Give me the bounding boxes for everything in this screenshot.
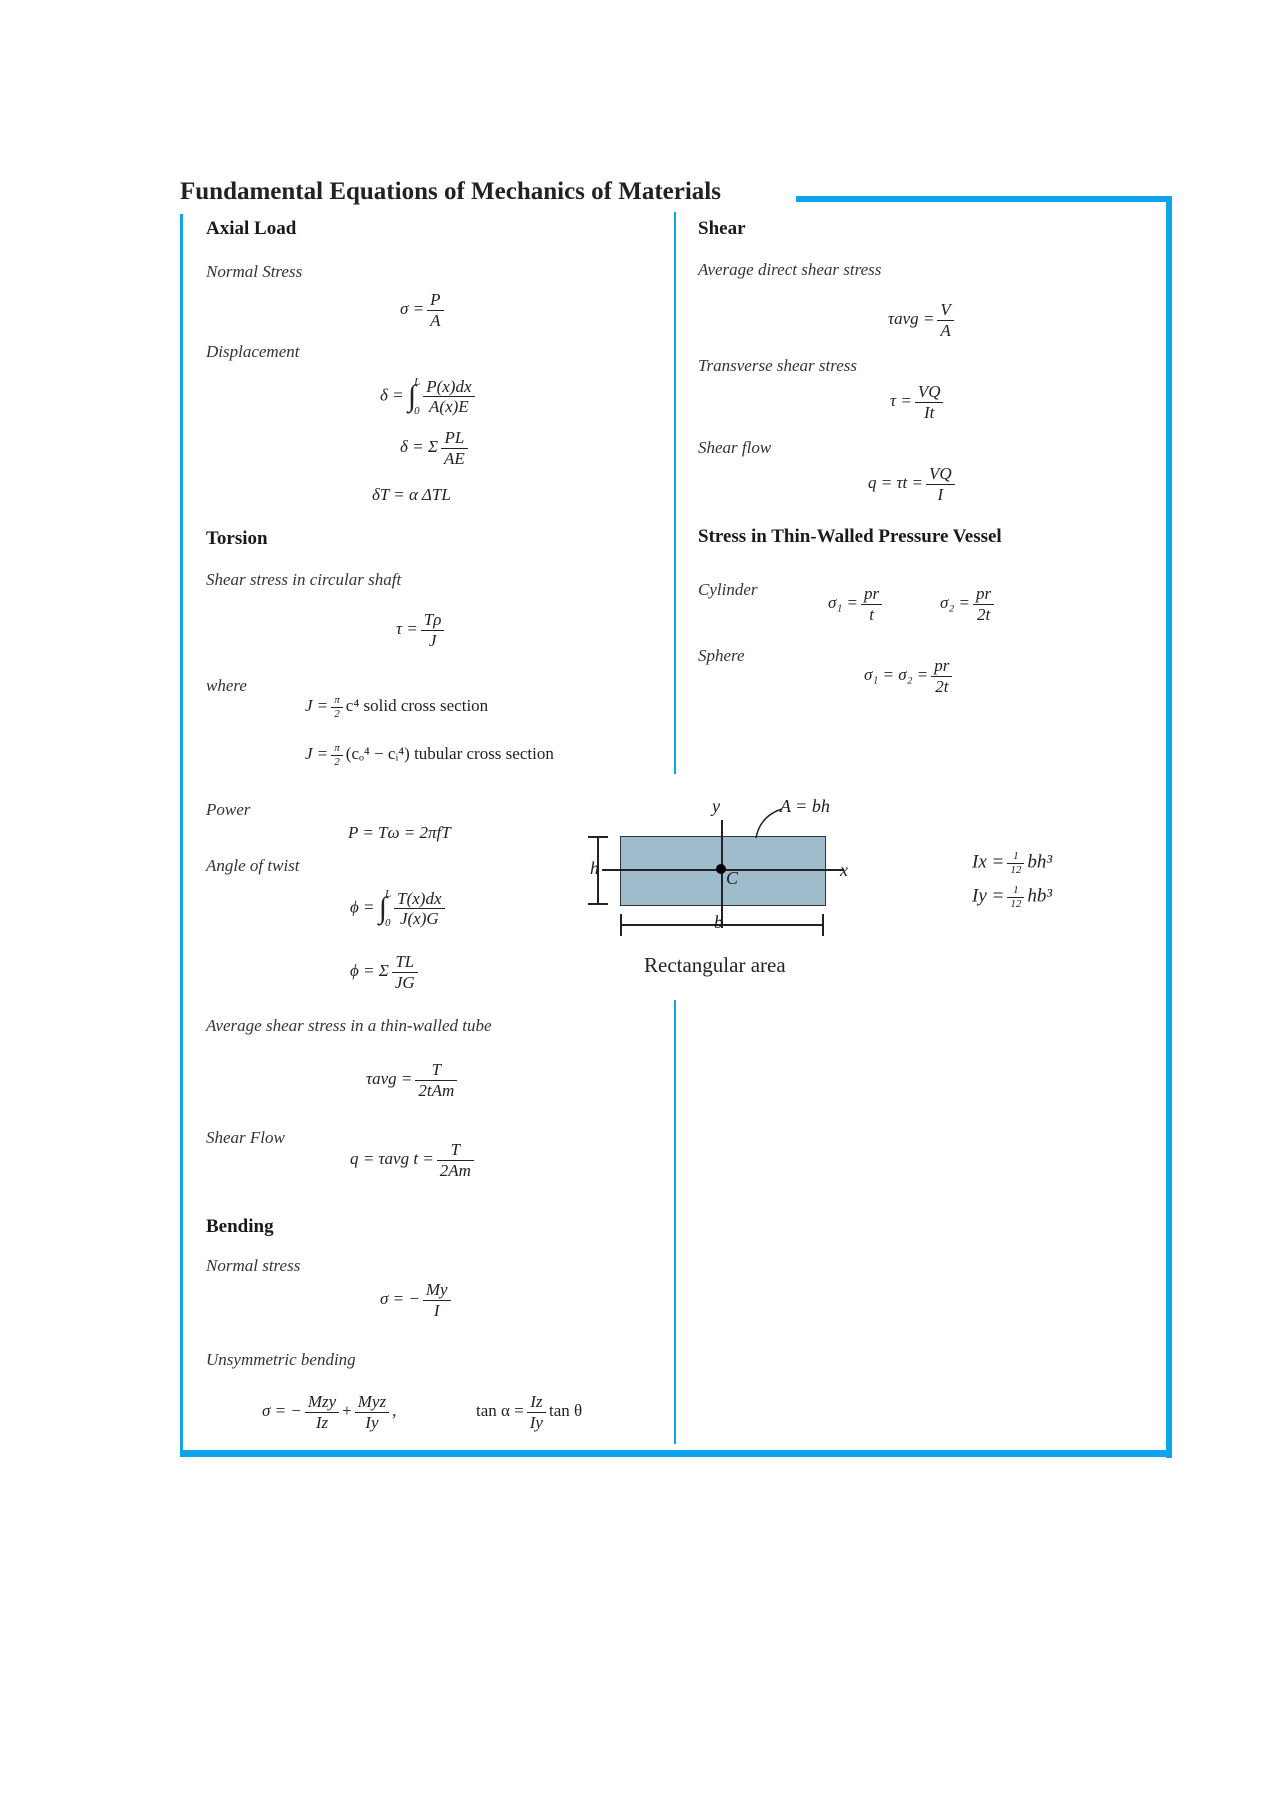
eq-bending-stress: σ = − $\frac{My}{I}$ [380,1280,454,1320]
eq-tau-avg-tube: τavg = $\frac{T}{\text{2tAm}}$ [366,1060,460,1100]
eq-moment-inertia-y: Iy = $\frac{1}{12}$ hb³ [972,884,1053,910]
page-title: Fundamental Equations of Mechanics of Materials [180,178,721,205]
x-axis-label: x [840,860,848,880]
column-divider-lower [674,1000,676,1444]
centroid-point [716,864,726,874]
eq-avg-direct-shear: τavg = $\frac{V}{A}$ [888,300,957,340]
frame-right-border [1166,196,1172,1458]
eq-displacement-integral: δ = ∫ L 0 $\frac{P(x)dx}{A(x)E}$ [380,368,478,425]
height-dimension-tick-top [588,836,608,838]
avg-direct-shear-label: Average direct shear stress [698,260,882,279]
displacement-label: Displacement [206,342,300,361]
eq-cylinder-longitudinal: σ₂ = $\frac{pr}{2t}$ [940,584,997,624]
thin-walled-tube-label: Average shear stress in a thin-walled tube [206,1016,492,1035]
eq-torsion-shear-flow: q = τavg t = $\frac{T}{2Am}$ [350,1140,477,1180]
width-dimension-tick-left [620,914,622,936]
eq-neutral-axis-angle: tan α = $\frac{Iz}{Iy}$ tan θ [476,1392,583,1432]
power-label: Power [206,800,251,819]
eq-J-tubular: J = $\frac{\pi}{2}$ (cₒ⁴ − cᵢ⁴) tubular cross section [305,742,554,768]
eq-J-solid: J = $\frac{\pi}{2}$ c⁴ solid cross section [305,694,489,720]
eq-normal-stress: σ = $\frac{P}{A}$ [400,290,447,330]
width-label: b [714,912,723,932]
height-dimension-tick-bottom [588,903,608,905]
bending-normal-stress-label: Normal stress [206,1256,301,1275]
title-rule [796,196,1172,202]
torsion-heading: Torsion [206,528,268,549]
eq-cylinder-hoop: σ₁ = $\frac{pr}{t}$ [828,584,885,624]
angle-of-twist-label: Angle of twist [206,856,300,875]
bending-heading: Bending [206,1216,274,1237]
cylinder-label: Cylinder [698,580,758,599]
sphere-label: Sphere [698,646,745,665]
eq-thermal: δT = α ΔTL [372,485,451,504]
torsion-shear-flow-label: Shear Flow [206,1128,285,1147]
diagram-caption: Rectangular area [644,953,786,977]
normal-stress-label: Normal Stress [206,262,303,281]
eq-power: P = Tω = 2πfT [348,823,451,842]
y-axis-label: y [712,796,720,816]
shear-heading: Shear [698,218,746,239]
area-label: A = bh [780,796,830,816]
eq-shear-flow: q = τt = $\frac{VQ}{I}$ [868,464,958,504]
frame-bottom-border [180,1450,1172,1457]
transverse-shear-label: Transverse shear stress [698,356,857,375]
shear-flow-label: Shear flow [698,438,772,457]
width-dimension-tick-right [822,914,824,936]
eq-torsion-shear: τ = $\frac{T\rho}{J}$ [396,610,447,650]
height-label: h [590,858,599,878]
eq-unsymmetric-bending: σ = − $\frac{\text{Mzy}}{Iz}$ + $\frac{\text{Myz}}{Iy}$ , [262,1392,397,1432]
eq-twist-sum: ϕ = Σ $\frac{TL}{JG}$ [350,952,421,992]
eq-displacement-sum: δ = Σ $\frac{PL}{AE}$ [400,428,471,468]
where-label: where [206,676,247,695]
unsymmetric-bending-label: Unsymmetric bending [206,1350,356,1369]
frame-left-border [180,214,183,1454]
eq-twist-integral: ϕ = ∫ L 0 $\frac{T(x)dx}{J(x)G}$ [350,880,448,937]
eq-sphere: σ₁ = σ₂ = $\frac{pr}{2t}$ [864,656,955,696]
column-divider [674,212,676,774]
centroid-label: C [726,868,739,888]
axial-load-heading: Axial Load [206,218,297,239]
pressure-vessel-heading: Stress in Thin-Walled Pressure Vessel [698,526,1002,547]
eq-moment-inertia-x: Ix = $\frac{1}{12}$ bh³ [972,850,1053,876]
shear-stress-shaft-label: Shear stress in circular shaft [206,570,402,589]
eq-transverse-shear: τ = $\frac{VQ}{It}$ [890,382,946,422]
